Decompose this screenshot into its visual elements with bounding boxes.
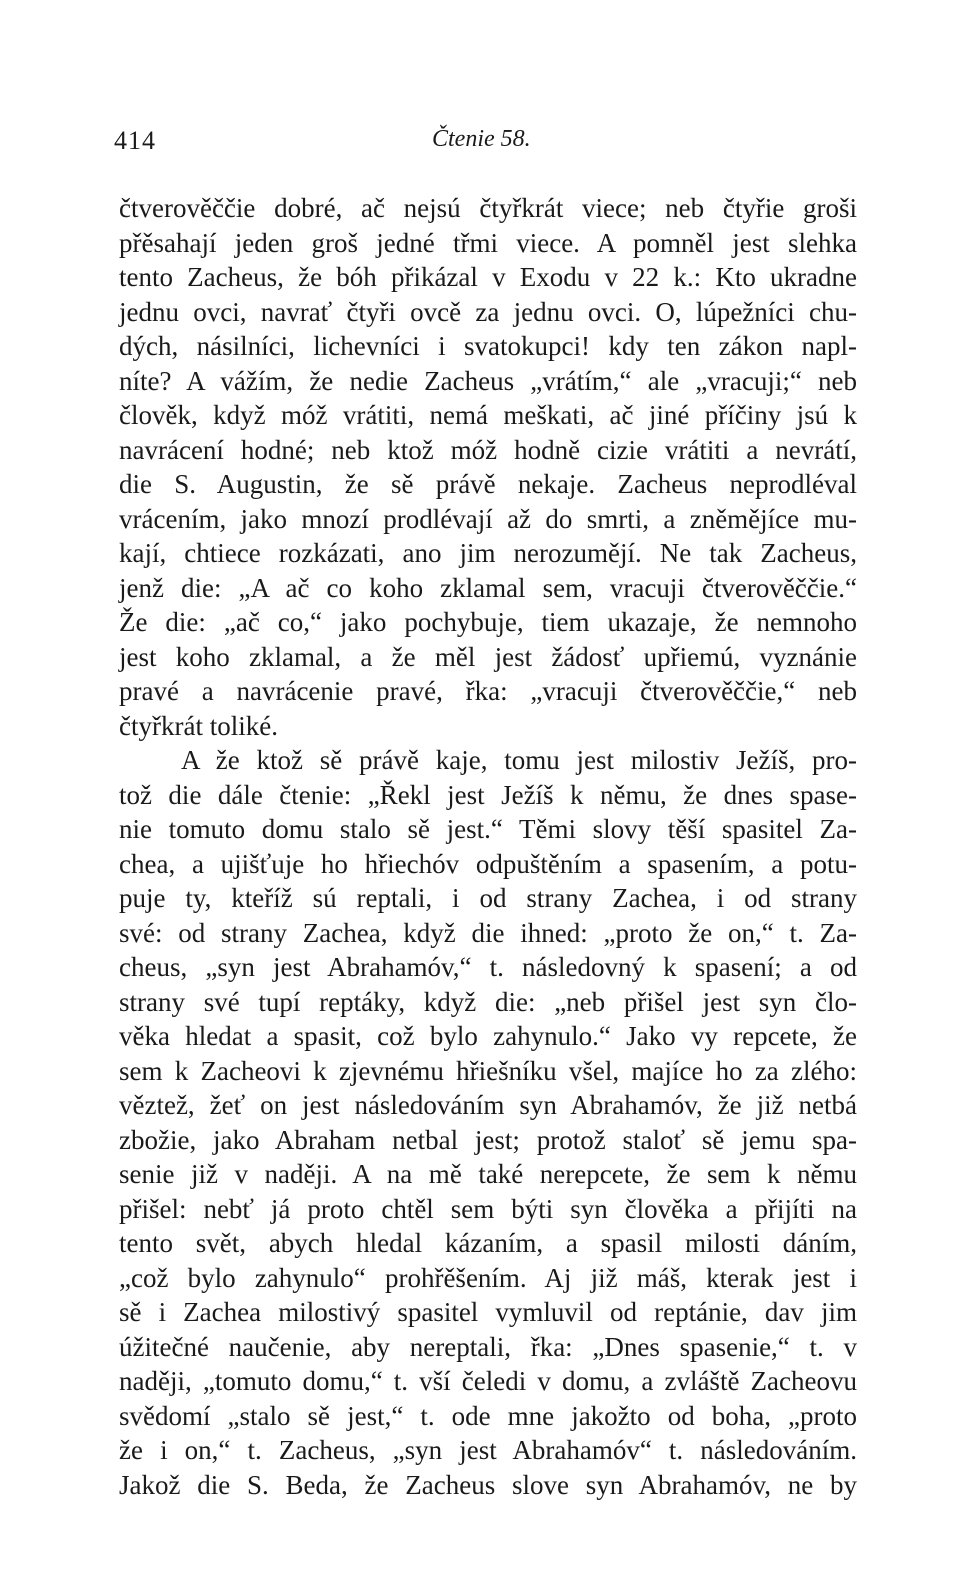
- text-line: vrácením, jako mnozí prodlévají až do smrti, a zněmějíce mu-: [119, 503, 857, 534]
- text-line: chea, a ujišťuje ho hřiechóv odpuštěním a spasením, a potu-: [119, 848, 857, 879]
- text-line: tož die dále čtenie: „Řekl jest Ježíš k němu, že dnes spase-: [119, 779, 857, 810]
- text-line: jest koho zklamal, a že měl jest žádosť upřiemú, vyznánie: [119, 641, 857, 672]
- text-line: že i on,“ t. Zacheus, „syn jest Abrahamóv“ t. následováním.: [119, 1435, 857, 1465]
- text-line: dých, násilníci, lichevníci i svatokupci! kdy ten zákon napl-: [119, 331, 857, 361]
- text-line: die S. Augustin, že sě právě nekaje. Zacheus neprodléval: [119, 469, 857, 499]
- text-line: cheus, „syn jest Abrahamóv,“ t. následovný k spasení; a od: [119, 952, 857, 982]
- text-line: „což bylo zahynulo“ prohřěšením. Aj již máš, kterak jest i: [119, 1262, 857, 1293]
- text-line: sě i Zachea milostivý spasitel vymluvil od reptánie, dav jim: [119, 1297, 857, 1327]
- text-line: senie již v naději. A na mě také nerepcete, že sem k němu: [119, 1159, 857, 1189]
- text-line: navrácení hodné; neb ktož móž hodně cizie vrátiti a nevrátí,: [119, 434, 857, 465]
- text-line: naději, „tomuto domu,“ t. vší čeledi v domu, a zvláště Zacheovu: [119, 1366, 857, 1396]
- text-line: Že die: „ač co,“ jako pochybuje, tiem ukazaje, že nemnoho: [119, 607, 857, 637]
- text-line: jenž die: „A ač co koho zklamal sem, vracuji čtverověččie.“: [119, 572, 857, 603]
- text-line: čtyřkrát toliké.: [119, 710, 278, 741]
- text-line: tento svět, abych hledal kázaním, a spasil milosti dáním,: [119, 1228, 857, 1258]
- text-line: věztež, žeť on jest následováním syn Abrahamóv, že již netbá: [119, 1090, 857, 1120]
- text-line: člověk, když móž vrátiti, nemá meškati, ač jiné příčiny jsú k: [119, 400, 857, 430]
- text-line: sem k Zacheovi k zjevnému hřiešníku všel, majíce ho za zlého:: [119, 1055, 857, 1086]
- text-line: puje ty, kteříž sú reptali, i od strany Zachea, i od strany: [119, 883, 857, 913]
- text-line: Jakož die S. Beda, že Zacheus slove syn Abrahamóv, ne by: [119, 1469, 857, 1500]
- text-line: úžitečné naučenie, aby nereptali, řka: „Dnes spasenie,“ t. v: [119, 1331, 857, 1362]
- text-line: svědomí „stalo sě jest,“ t. ode mne jakožto od boha, „proto: [119, 1400, 857, 1431]
- text-line: jednu ovci, navrať čtyři ovcě za jednu ovci. O, lúpežníci chu-: [119, 296, 857, 327]
- text-line: čtverověččie dobré, ač nejsú čtyřkrát viece; neb čtyřie groši: [119, 193, 857, 223]
- text-line: kají, chtiece rozkázati, ano jim nerozumějí. Ne tak Zacheus,: [119, 538, 857, 568]
- text-line: své: od strany Zachea, když die ihned: „proto že on,“ t. Za-: [119, 917, 857, 948]
- page-header: [114, 126, 854, 166]
- text-line: nie tomuto domu stalo sě jest.“ Těmi slovy těší spasitel Za-: [119, 814, 857, 844]
- text-line: níte? A vážím, že nedie Zacheus „vrátím,“ ale „vracuji;“ neb: [119, 365, 857, 396]
- running-head: Čtenie 58.: [432, 126, 531, 152]
- text-line: zbožie, jako Abraham netbal jest; protož staloť sě jemu spa-: [119, 1124, 857, 1155]
- text-line: strany své tupí reptáky, když die: „neb přišel jest syn člo-: [119, 986, 857, 1017]
- text-line: věka hledat a spasit, což bylo zahynulo.“ Jako vy repcete, že: [119, 1021, 857, 1051]
- text-line: pravé a navrácenie pravé, řka: „vracuji čtverověččie,“ neb: [119, 676, 857, 706]
- body-text: [119, 191, 857, 1502]
- text-line: A že ktož sě právě kaje, tomu jest milostiv Ježíš, pro-: [181, 745, 857, 775]
- text-line: přišel: nebť já proto chtěl sem býti syn člověka a přijíti na: [119, 1193, 857, 1224]
- text-line: přěsahají jeden groš jedné třmi viece. A pomněl jest slehka: [119, 227, 857, 258]
- page-number: 414: [114, 126, 156, 155]
- text-line: tento Zacheus, že bóh přikázal v Exodu v 22 k.: Kto ukradne: [119, 262, 857, 292]
